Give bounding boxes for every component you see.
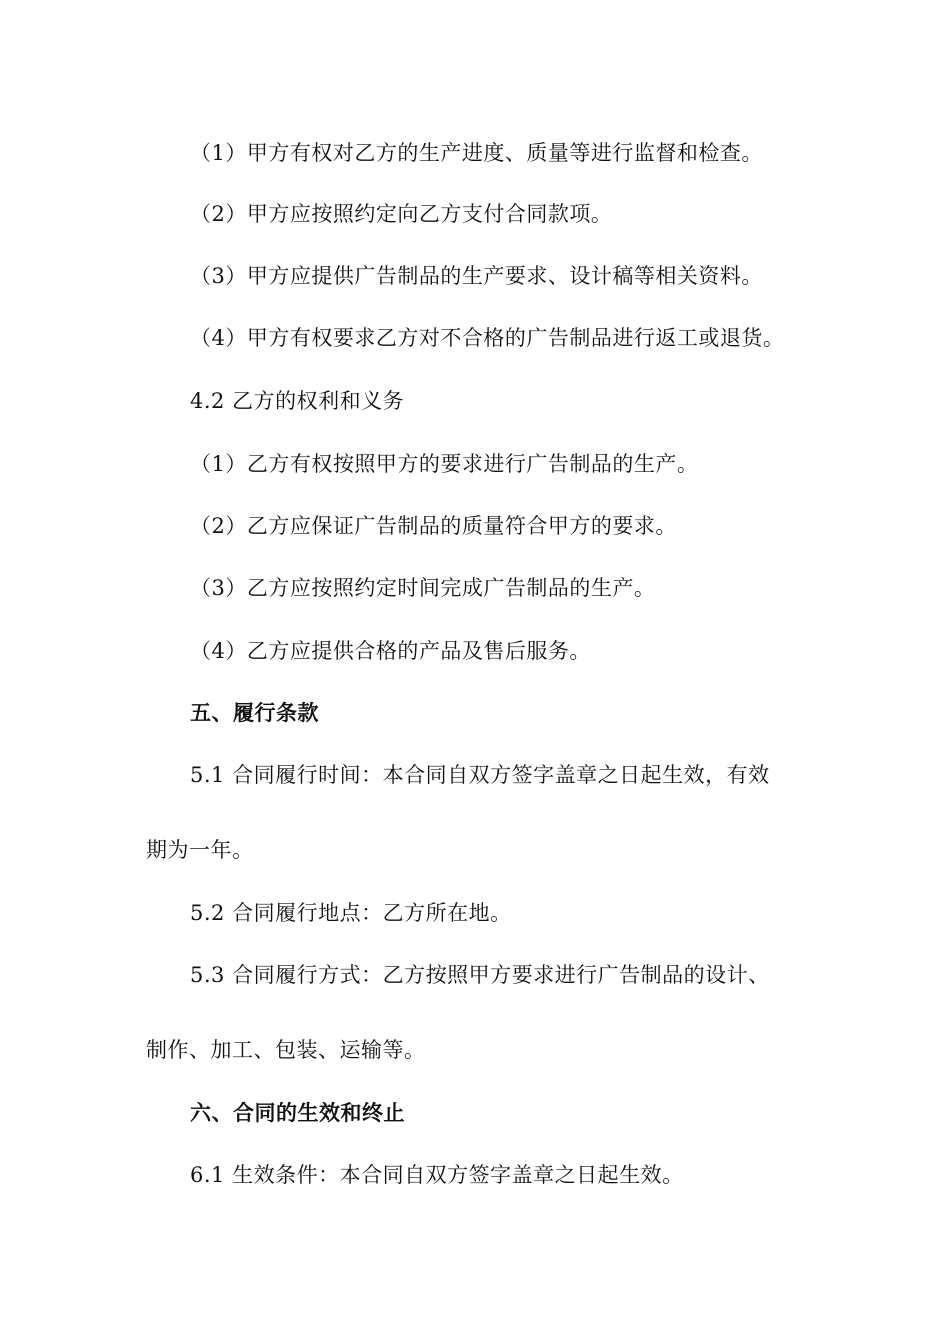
section-4-2-title: 4.2 乙方的权利和义务 — [190, 389, 405, 413]
clause-party-a-rework: （4）甲方有权要求乙方对不合格的广告制品进行返工或退货。 — [190, 326, 785, 350]
clause-party-b-quality: （2）乙方应保证广告制品的质量符合甲方的要求。 — [190, 514, 677, 538]
clause-5-2: 5.2 合同履行地点：乙方所在地。 — [190, 901, 512, 925]
clause-party-b-schedule: （3）乙方应按照约定时间完成广告制品的生产。 — [190, 576, 656, 600]
clause-5-1-line-2: 期为一年。 — [146, 838, 254, 862]
clause-5-3-line-2: 制作、加工、包装、运输等。 — [146, 1038, 426, 1062]
clause-party-a-payment: （2）甲方应按照约定向乙方支付合同款项。 — [190, 202, 613, 226]
clause-6-1: 6.1 生效条件：本合同自双方签字盖章之日起生效。 — [190, 1163, 684, 1187]
clause-party-b-produce: （1）乙方有权按照甲方的要求进行广告制品的生产。 — [190, 452, 699, 476]
clause-5-1-line-1: 5.1 合同履行时间：本合同自双方签字盖章之日起生效，有效 — [190, 763, 770, 787]
section-6-heading: 六、合同的生效和终止 — [190, 1101, 405, 1125]
section-5-heading: 五、履行条款 — [190, 701, 319, 725]
clause-party-b-service: （4）乙方应提供合格的产品及售后服务。 — [190, 639, 591, 663]
clause-5-3-line-1: 5.3 合同履行方式：乙方按照甲方要求进行广告制品的设计、 — [190, 963, 770, 987]
clause-party-a-right-supervise: （1）甲方有权对乙方的生产进度、质量等进行监督和检查。 — [190, 141, 763, 165]
clause-party-a-materials: （3）甲方应提供广告制品的生产要求、设计稿等相关资料。 — [190, 264, 763, 288]
